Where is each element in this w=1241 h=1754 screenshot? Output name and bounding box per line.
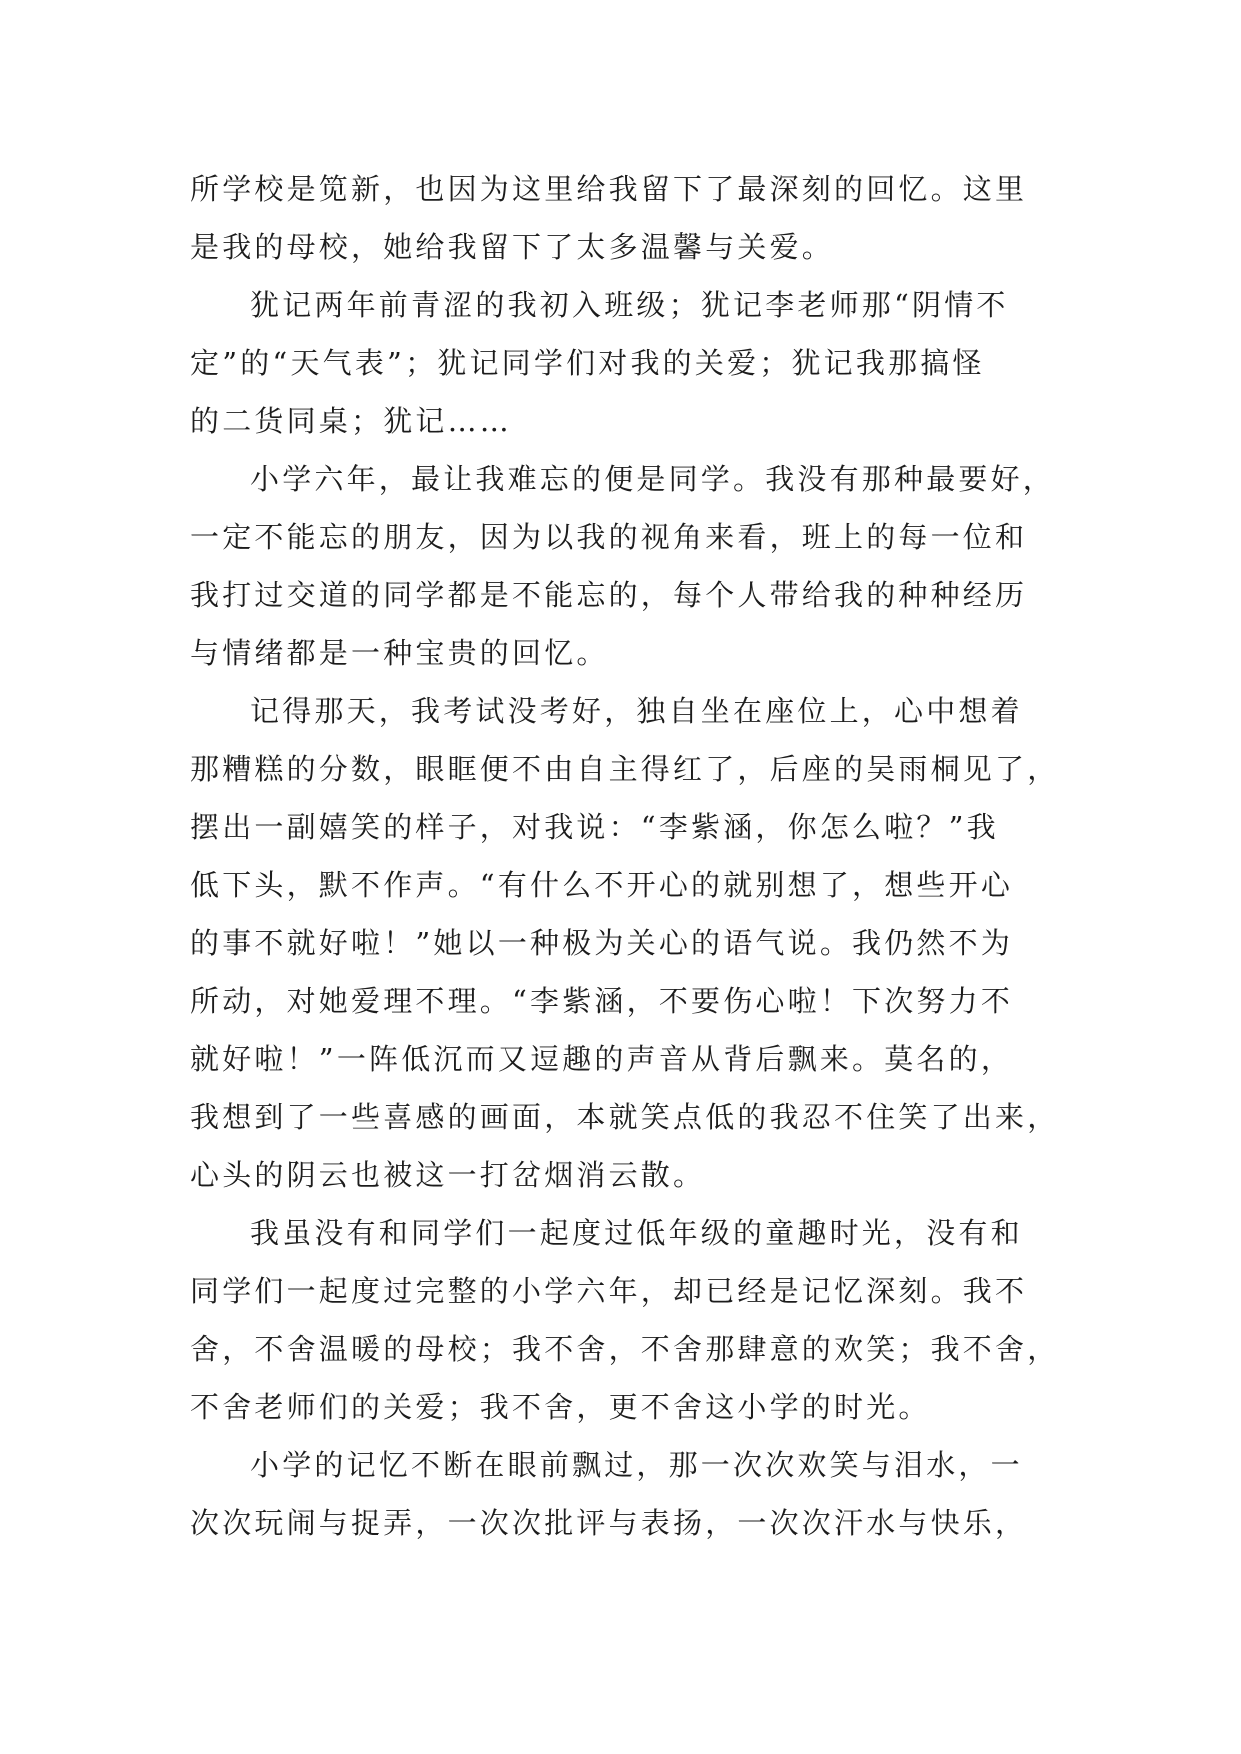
text-line: 心头的阴云也被这一打岔烟消云散。	[190, 1158, 706, 1192]
text-line: 的二货同桌；犹记……	[190, 404, 513, 438]
text-line: 次次玩闹与捉弄，一次次批评与表扬，一次次汗水与快乐，	[190, 1506, 1028, 1540]
text-line: 同学们一起度过完整的小学六年，却已经是记忆深刻。我不	[190, 1274, 1028, 1308]
text-line: 所动，对她爱理不理。“李紫涵，不要伤心啦！下次努力不	[190, 984, 1014, 1018]
paragraph-start-line: 小学的记忆不断在眼前飘过，那一次次欢笑与泪水，一	[250, 1448, 1023, 1482]
text-line: 我打过交道的同学都是不能忘的，每个人带给我的种种经历	[190, 578, 1028, 612]
text-line: 舍，不舍温暖的母校；我不舍，不舍那肆意的欢笑；我不舍，	[190, 1332, 1060, 1366]
paragraph-start-line: 记得那天，我考试没考好，独自坐在座位上，心中想着	[250, 694, 1023, 728]
paragraph-start-line: 我虽没有和同学们一起度过低年级的童趣时光，没有和	[250, 1216, 1023, 1250]
essay-body	[190, 160, 1060, 1552]
text-line: 不舍老师们的关爱；我不舍，更不舍这小学的时光。	[190, 1390, 931, 1424]
text-line: 所学校是笕新，也因为这里给我留下了最深刻的回忆。这里	[190, 172, 1028, 206]
text-line: 一定不能忘的朋友，因为以我的视角来看，班上的每一位和	[190, 520, 1028, 554]
text-line: 低下头，默不作声。“有什么不开心的就别想了，想些开心	[190, 868, 1014, 902]
text-line: 摆出一副嬉笑的样子，对我说：“李紫涵，你怎么啦？”我	[190, 810, 999, 844]
text-line: 是我的母校，她给我留下了太多温馨与关爱。	[190, 230, 835, 264]
text-line: 与情绪都是一种宝贵的回忆。	[190, 636, 609, 670]
text-line: 就好啦！”一阵低沉而又逗趣的声音从背后飘来。莫名的，	[190, 1042, 1014, 1076]
text-line: 我想到了一些喜感的画面，本就笑点低的我忍不住笑了出来，	[190, 1100, 1060, 1134]
paragraph-start-line: 小学六年，最让我难忘的便是同学。我没有那种最要好，	[250, 462, 1056, 496]
text-line: 定”的“天气表”；犹记同学们对我的关爱；犹记我那搞怪	[190, 346, 985, 380]
paragraph-start-line: 犹记两年前青涩的我初入班级；犹记李老师那“阴情不	[250, 288, 1009, 322]
text-line: 那糟糕的分数，眼眶便不由自主得红了，后座的吴雨桐见了，	[190, 752, 1060, 786]
text-line: 的事不就好啦！”她以一种极为关心的语气说。我仍然不为	[190, 926, 1014, 960]
